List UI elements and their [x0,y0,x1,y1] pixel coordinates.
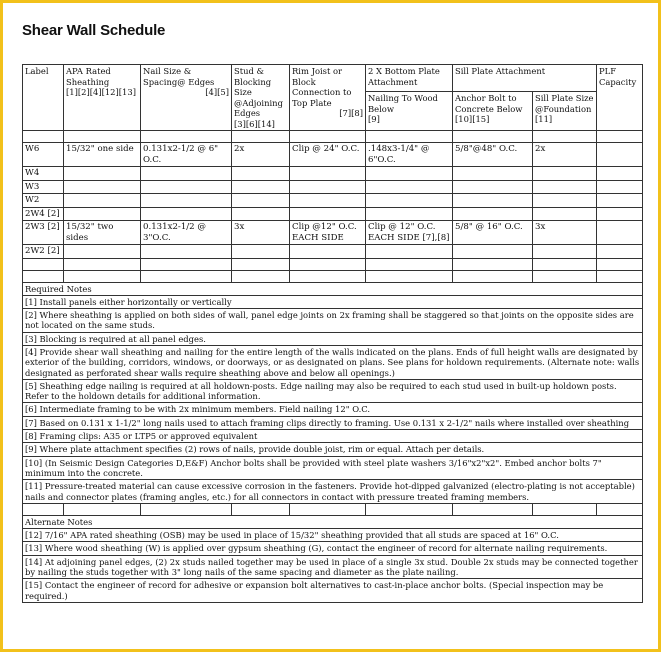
table-row: W2 [23,194,643,208]
note-5: [5] Sheathing edge nailing is required at all holdown-posts. Edge nailing may also be required to each stud used in built-up holdown posts. Refer to the holdown details for additional information. [23,379,643,403]
note-row [23,295,643,308]
header-plf: PLF Capacity [597,65,643,131]
table-row: W3 [23,180,643,194]
note-row [23,379,643,403]
note-row [23,555,643,579]
header-anchor: Anchor Bolt to Concrete Below [10][15] [453,92,533,131]
note-2: [2] Where sheathing is applied on both sides of wall, panel edge joints on 2x framing shall be staggered so that joints on the opposite sides are not located on the same studs. [23,309,643,333]
table-row: 2W4 [2] [23,207,643,221]
note-8: [8] Framing clips: A35 or LTP5 or approved equivalent [23,430,643,443]
note-row [23,309,643,333]
note-row [23,416,643,429]
note-4: [4] Provide shear wall sheathing and nailing for the entire length of the walls indicated on the plans. Ends of full height walls are designated by exterior of the building, corridors, windows, or doorways, or as designated on plans. See plans for holdown requirements. (Alternate note: walls designated as perforated shear walls require sheathing above and below all openings.) [23,345,643,379]
alternate-notes-heading-row [23,515,643,528]
note-14: [14] At adjoining panel edges, (2) 2x studs nailed together may be used in place of a single 3x stud. Double 2x studs may be connected together by nailing the studs together with 3" long nails of the same spacing and diameter as the plate nailing. [23,555,643,579]
note-row [23,430,643,443]
spacer-row [23,503,643,515]
note-row [23,529,643,542]
header-rim: Rim Joist or Block Connection to Top Plate [7][8] [290,65,366,131]
table-row: 2W2 [2] [23,245,643,259]
header-row [23,65,643,92]
note-1: [1] Install panels either horizontally or vertically [23,295,643,308]
note-10: [10] (In Seismic Design Categories D,E&F) Anchor bolts shall be provided with steel plate washers 3/16"x2"x2". Embed anchor bolts 7" minimum into the concrete. [23,456,643,480]
header-sill: Sill Plate Attachment [453,65,597,92]
note-15: [15] Contact the engineer of record for adhesive or expansion bolt alternatives to cast-in-place anchor bolts. (Special inspection may be required.) [23,579,643,603]
header-nail: Nail Size & Spacing@ Edges [4][5] [141,65,232,131]
header-bottom-plate-sub: Nailing To Wood Below [9] [366,92,453,131]
header-stud: Stud & Blocking Size @Adjoining Edges [3][6][14] [232,65,290,131]
spacer-row [23,258,643,270]
required-notes-heading-row [23,282,643,295]
header-sheathing: APA Rated Sheathing [1][2][4][12][13] [64,65,141,131]
note-9: [9] Where plate attachment specifies (2) rows of nails, provide double joist, rim or equal. Attach per details. [23,443,643,456]
header-sill-size: Sill Plate Size @Foundation [11] [533,92,597,131]
note-row [23,443,643,456]
required-notes-heading: Required Notes [23,282,643,295]
note-12: [12] 7/16" APA rated sheathing (OSB) may be used in place of 15/32" sheathing provided that all studs are spaced at 16" O.C. [23,529,643,542]
spacer-row [23,131,643,143]
table-row: 2W3 [2] 15/32" two sides 0.131x2-1/2 @ 3"O.C. 3x Clip @12" O.C. EACH SIDE Clip @ 12" O.C. EACH SIDE [7],[8] 5/8" @ 16" O.C. 3x [23,221,643,245]
spacer-row [23,270,643,282]
note-row [23,456,643,480]
table-row: W4 [23,167,643,181]
table-row: W6 15/32" one side 0.131x2-1/2 @ 6" O.C. 2x Clip @ 24" O.C. .148x3-1/4" @ 6"O.C. 5/8"@48" O.C. 2x [23,143,643,167]
note-11: [11] Pressure-treated material can cause excessive corrosion in the fasteners. Provide hot-dipped galvanized (electro-plating is not acceptable) nails and connector plates (framing angles, etc.) for all connectors in contact with pressure treated framing members. [23,480,643,504]
note-row [23,542,643,555]
note-7: [7] Based on 0.131 x 1-1/2" long nails used to attach framing clips directly to framing. Use 0.131 x 2-1/2" nails where installed over sheathing [23,416,643,429]
note-row [23,480,643,504]
note-3: [3] Blocking is required at all panel edges. [23,332,643,345]
note-row [23,332,643,345]
note-row [23,579,643,603]
alternate-notes-heading: Alternate Notes [23,515,643,528]
header-bottom-plate: 2 X Bottom Plate Attachment [366,65,453,92]
note-row [23,403,643,416]
shear-wall-schedule-table [22,64,643,603]
header-label: Label [23,65,64,131]
page-title: Shear Wall Schedule [22,22,166,39]
note-row [23,345,643,379]
note-13: [13] Where wood sheathing (W) is applied over gypsum sheathing (G), contact the engineer of record for alternate nailing requirements. [23,542,643,555]
note-6: [6] Intermediate framing to be with 2x minimum members. Field nailing 12" O.C. [23,403,643,416]
